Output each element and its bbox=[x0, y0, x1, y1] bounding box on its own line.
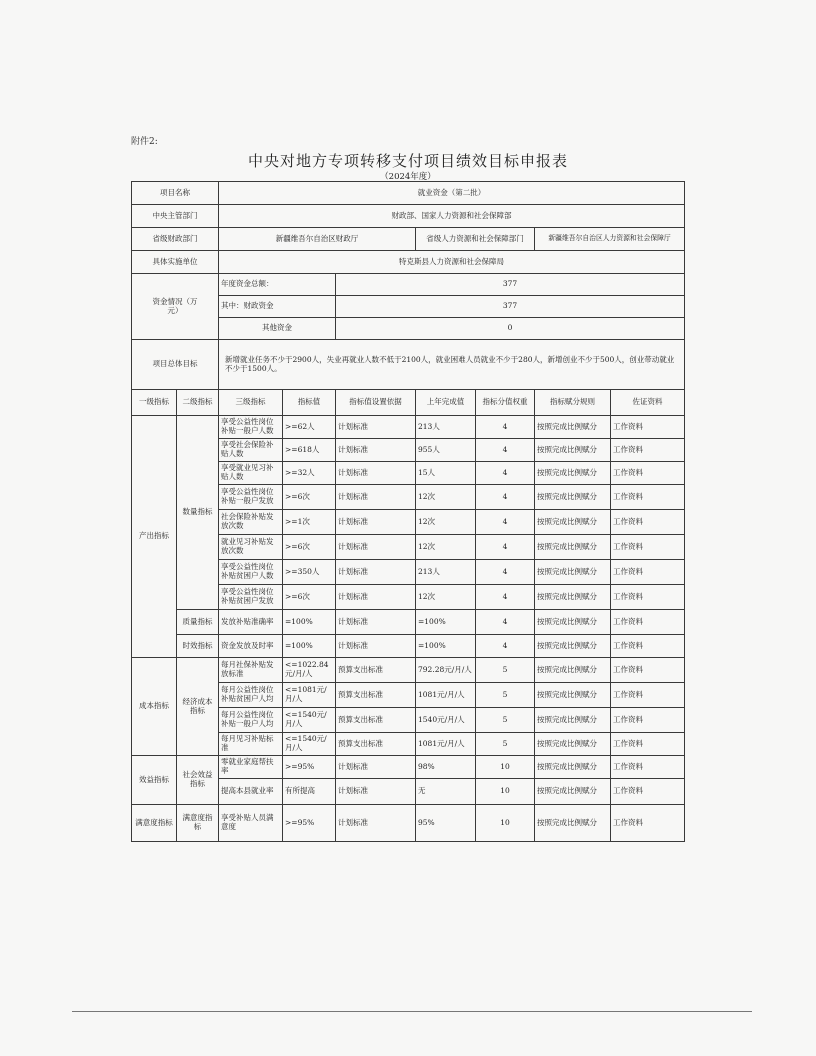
indicator-row bbox=[132, 756, 685, 779]
indicator-rule: 按照完成比例赋分 bbox=[535, 439, 611, 462]
funds-annual-label: 年度资金总额： bbox=[219, 274, 336, 296]
header-weight: 指标分值权重 bbox=[476, 390, 535, 416]
row-central-dept bbox=[132, 205, 685, 228]
indicator-weight: 4 bbox=[476, 510, 535, 535]
prov-finance-value: 新疆维吾尔自治区财政厅 bbox=[219, 228, 416, 251]
indicator-value: >=6次 bbox=[283, 585, 336, 610]
indicator-prev-value: 12次 bbox=[416, 485, 476, 510]
indicator-evidence: 工作资料 bbox=[611, 683, 685, 708]
header-level1: 一级指标 bbox=[132, 390, 177, 416]
indicator-prev-value: 1081元/月/人 bbox=[416, 733, 476, 756]
indicator-weight: 5 bbox=[476, 683, 535, 708]
funds-other-value: 0 bbox=[336, 318, 685, 340]
indicator-basis: 计划标准 bbox=[336, 610, 416, 635]
indicator-evidence: 工作资料 bbox=[611, 485, 685, 510]
indicator-prev-value: 12次 bbox=[416, 585, 476, 610]
indicator-prev-value: 1540元/月/人 bbox=[416, 708, 476, 733]
group-cell: 满意度指标 bbox=[132, 805, 177, 842]
row-headers bbox=[132, 390, 685, 416]
indicator-prev-value: 213人 bbox=[416, 560, 476, 585]
indicator-rule: 按照完成比例赋分 bbox=[535, 610, 611, 635]
attachment-label: 附件2: bbox=[131, 137, 158, 147]
indicator-rule: 按照完成比例赋分 bbox=[535, 485, 611, 510]
indicator-prev-value: 15人 bbox=[416, 462, 476, 485]
project-name-value: 就业资金（第二批） bbox=[219, 182, 685, 205]
project-name-label: 项目名称 bbox=[132, 182, 219, 205]
indicator-evidence: 工作资料 bbox=[611, 585, 685, 610]
page-bottom-line bbox=[72, 1011, 752, 1012]
indicator-prev-value: 12次 bbox=[416, 535, 476, 560]
indicator-prev-value: =100% bbox=[416, 635, 476, 658]
indicator-basis: 计划标准 bbox=[336, 585, 416, 610]
funds-fiscal-label: 其中：财政资金 bbox=[219, 296, 336, 318]
form-year: （2024年度） bbox=[380, 172, 436, 182]
indicator-weight: 4 bbox=[476, 439, 535, 462]
group-cell: 效益指标 bbox=[132, 756, 177, 805]
indicator-name: 资金发放及时率 bbox=[219, 635, 283, 658]
indicator-rule: 按照完成比例赋分 bbox=[535, 708, 611, 733]
indicator-evidence: 工作资料 bbox=[611, 708, 685, 733]
indicator-prev-value: =100% bbox=[416, 610, 476, 635]
indicator-evidence: 工作资料 bbox=[611, 635, 685, 658]
impl-label: 具体实施单位 bbox=[132, 251, 219, 274]
header-prev: 上年完成值 bbox=[416, 390, 476, 416]
indicator-evidence: 工作资料 bbox=[611, 560, 685, 585]
row-project-name bbox=[132, 182, 685, 205]
indicator-rule: 按照完成比例赋分 bbox=[535, 635, 611, 658]
indicator-basis: 预算支出标准 bbox=[336, 683, 416, 708]
indicator-evidence: 工作资料 bbox=[611, 756, 685, 779]
group-cell: 质量指标 bbox=[177, 610, 219, 635]
indicator-evidence: 工作资料 bbox=[611, 805, 685, 842]
indicator-value: <=1540元/月/人 bbox=[283, 733, 336, 756]
indicator-basis: 计划标准 bbox=[336, 462, 416, 485]
indicator-prev-value: 无 bbox=[416, 779, 476, 805]
indicator-rule: 按照完成比例赋分 bbox=[535, 779, 611, 805]
indicator-value: =100% bbox=[283, 635, 336, 658]
indicator-prev-value: 213人 bbox=[416, 416, 476, 439]
indicator-rule: 按照完成比例赋分 bbox=[535, 733, 611, 756]
indicator-value: >=350人 bbox=[283, 560, 336, 585]
row-provincial-depts bbox=[132, 228, 685, 251]
performance-target-table bbox=[131, 181, 685, 842]
central-dept-label: 中央主管部门 bbox=[132, 205, 219, 228]
header-value: 指标值 bbox=[283, 390, 336, 416]
indicator-basis: 计划标准 bbox=[336, 756, 416, 779]
indicator-evidence: 工作资料 bbox=[611, 462, 685, 485]
indicator-prev-value: 95% bbox=[416, 805, 476, 842]
prov-finance-label: 省级财政部门 bbox=[132, 228, 219, 251]
group-cell: 数量指标 bbox=[177, 416, 219, 610]
indicator-prev-value: 955人 bbox=[416, 439, 476, 462]
indicator-basis: 计划标准 bbox=[336, 779, 416, 805]
row-implementing-unit bbox=[132, 251, 685, 274]
funds-fiscal-value: 377 bbox=[336, 296, 685, 318]
indicator-evidence: 工作资料 bbox=[611, 439, 685, 462]
indicator-name: 享受公益性岗位补贴一般户发放 bbox=[219, 485, 283, 510]
prov-hr-label: 省级人力资源和社会保障部门 bbox=[416, 228, 535, 251]
funds-annual-value: 377 bbox=[336, 274, 685, 296]
indicator-value: <=1081元/月/人 bbox=[283, 683, 336, 708]
indicator-value: >=618人 bbox=[283, 439, 336, 462]
indicator-rule: 按照完成比例赋分 bbox=[535, 535, 611, 560]
goal-label: 项目总体目标 bbox=[132, 340, 219, 390]
indicator-name: 享受社会保险补贴人数 bbox=[219, 439, 283, 462]
indicator-name: 享受补贴人员满意度 bbox=[219, 805, 283, 842]
row-overall-goal bbox=[132, 340, 685, 390]
indicator-evidence: 工作资料 bbox=[611, 779, 685, 805]
indicator-name: 提高本县就业率 bbox=[219, 779, 283, 805]
indicator-basis: 预算支出标准 bbox=[336, 708, 416, 733]
indicator-evidence: 工作资料 bbox=[611, 658, 685, 683]
indicator-name: 每月公益性岗位补贴一般户人均 bbox=[219, 708, 283, 733]
group-cell: 成本指标 bbox=[132, 658, 177, 756]
indicator-value: >=1次 bbox=[283, 510, 336, 535]
indicator-value: >=6次 bbox=[283, 535, 336, 560]
central-dept-value: 财政部、国家人力资源和社会保障部 bbox=[219, 205, 685, 228]
header-level3: 三级指标 bbox=[219, 390, 283, 416]
funds-other-label: 其他资金 bbox=[219, 318, 336, 340]
funds-label: 资金情况（万元） bbox=[132, 274, 219, 340]
indicator-name: 享受公益性岗位补贴一般户人数 bbox=[219, 416, 283, 439]
indicator-name: 享受公益性岗位补贴贫困户发放 bbox=[219, 585, 283, 610]
indicator-value: >=32人 bbox=[283, 462, 336, 485]
form-title: 中央对地方专项转移支付项目绩效目标申报表 bbox=[247, 152, 568, 170]
indicator-name: 每月社保补贴发放标准 bbox=[219, 658, 283, 683]
indicator-weight: 5 bbox=[476, 658, 535, 683]
indicator-rule: 按照完成比例赋分 bbox=[535, 805, 611, 842]
indicator-row bbox=[132, 635, 685, 658]
indicator-name: 就业见习补贴发放次数 bbox=[219, 535, 283, 560]
group-cell: 社会效益指标 bbox=[177, 756, 219, 805]
prov-hr-value: 新疆维吾尔自治区人力资源和社会保障厅 bbox=[535, 228, 685, 251]
indicator-prev-value: 98% bbox=[416, 756, 476, 779]
header-evidence: 佐证资料 bbox=[611, 390, 685, 416]
indicator-weight: 10 bbox=[476, 779, 535, 805]
indicator-basis: 计划标准 bbox=[336, 439, 416, 462]
indicator-value: >=62人 bbox=[283, 416, 336, 439]
indicator-name: 零就业家庭帮扶率 bbox=[219, 756, 283, 779]
indicator-rule: 按照完成比例赋分 bbox=[535, 585, 611, 610]
indicator-basis: 计划标准 bbox=[336, 635, 416, 658]
indicator-weight: 5 bbox=[476, 733, 535, 756]
indicator-name: 社会保险补贴发放次数 bbox=[219, 510, 283, 535]
goal-text: 新增就业任务不少于2900人，失业再就业人数不低于2100人，就业困难人员就业不少于280人，新增创业不少于500人，创业带动就业不少于1500人。 bbox=[219, 340, 685, 390]
indicator-weight: 4 bbox=[476, 585, 535, 610]
indicator-value: <=1022.84元/月/人 bbox=[283, 658, 336, 683]
indicator-weight: 4 bbox=[476, 416, 535, 439]
indicator-basis: 计划标准 bbox=[336, 485, 416, 510]
indicator-value: =100% bbox=[283, 610, 336, 635]
indicator-row bbox=[132, 610, 685, 635]
indicator-basis: 计划标准 bbox=[336, 805, 416, 842]
indicator-row bbox=[132, 805, 685, 842]
indicator-basis: 计划标准 bbox=[336, 510, 416, 535]
indicator-value: <=1540元/月/人 bbox=[283, 708, 336, 733]
indicator-weight: 4 bbox=[476, 560, 535, 585]
indicator-evidence: 工作资料 bbox=[611, 733, 685, 756]
indicator-evidence: 工作资料 bbox=[611, 535, 685, 560]
indicator-evidence: 工作资料 bbox=[611, 610, 685, 635]
group-cell: 满意度指标 bbox=[177, 805, 219, 842]
indicator-value: >=6次 bbox=[283, 485, 336, 510]
indicator-prev-value: 12次 bbox=[416, 510, 476, 535]
indicator-basis: 预算支出标准 bbox=[336, 658, 416, 683]
impl-value: 特克斯县人力资源和社会保障局 bbox=[219, 251, 685, 274]
header-basis: 指标值设置依据 bbox=[336, 390, 416, 416]
indicator-rule: 按照完成比例赋分 bbox=[535, 756, 611, 779]
indicator-evidence: 工作资料 bbox=[611, 510, 685, 535]
indicator-name: 享受就业见习补贴人数 bbox=[219, 462, 283, 485]
indicator-name: 每月公益性岗位补贴贫困户人均 bbox=[219, 683, 283, 708]
indicator-basis: 计划标准 bbox=[336, 416, 416, 439]
indicator-basis: 计划标准 bbox=[336, 560, 416, 585]
indicator-value: 有所提高 bbox=[283, 779, 336, 805]
indicator-value: >=95% bbox=[283, 805, 336, 842]
indicator-weight: 10 bbox=[476, 756, 535, 779]
group-cell: 时效指标 bbox=[177, 635, 219, 658]
indicator-name: 每月见习补贴标准 bbox=[219, 733, 283, 756]
row-funds-annual bbox=[132, 274, 685, 296]
indicator-row bbox=[132, 416, 685, 439]
header-rule: 指标赋分规则 bbox=[535, 390, 611, 416]
header-level2: 二级指标 bbox=[177, 390, 219, 416]
indicator-weight: 4 bbox=[476, 535, 535, 560]
indicator-value: >=95% bbox=[283, 756, 336, 779]
indicator-rule: 按照完成比例赋分 bbox=[535, 462, 611, 485]
indicator-rule: 按照完成比例赋分 bbox=[535, 658, 611, 683]
indicator-weight: 10 bbox=[476, 805, 535, 842]
indicator-rule: 按照完成比例赋分 bbox=[535, 560, 611, 585]
indicator-name: 发放补贴准确率 bbox=[219, 610, 283, 635]
indicator-row bbox=[132, 658, 685, 683]
indicator-rule: 按照完成比例赋分 bbox=[535, 683, 611, 708]
indicator-weight: 4 bbox=[476, 485, 535, 510]
indicator-basis: 计划标准 bbox=[336, 535, 416, 560]
indicator-prev-value: 792.28元/月/人 bbox=[416, 658, 476, 683]
indicator-weight: 4 bbox=[476, 462, 535, 485]
indicator-weight: 4 bbox=[476, 635, 535, 658]
indicator-weight: 5 bbox=[476, 708, 535, 733]
group-cell: 产出指标 bbox=[132, 416, 177, 658]
indicator-prev-value: 1081元/月/人 bbox=[416, 683, 476, 708]
indicator-rule: 按照完成比例赋分 bbox=[535, 416, 611, 439]
indicator-name: 享受公益性岗位补贴贫困户人数 bbox=[219, 560, 283, 585]
group-cell: 经济成本指标 bbox=[177, 658, 219, 756]
indicator-weight: 4 bbox=[476, 610, 535, 635]
indicator-basis: 预算支出标准 bbox=[336, 733, 416, 756]
indicator-evidence: 工作资料 bbox=[611, 416, 685, 439]
indicator-rule: 按照完成比例赋分 bbox=[535, 510, 611, 535]
